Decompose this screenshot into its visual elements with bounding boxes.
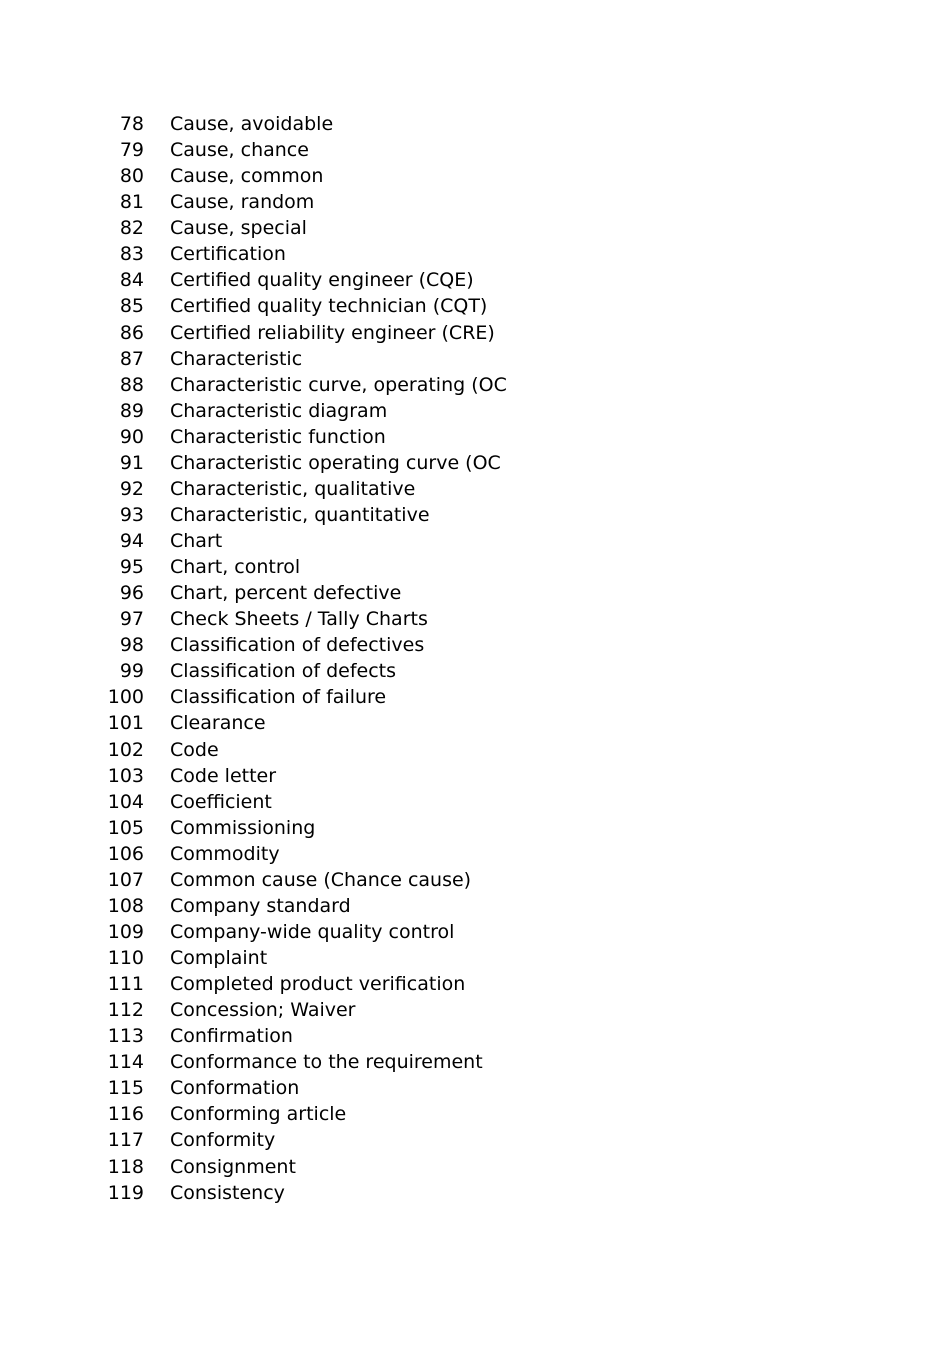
term-text: Commodity — [170, 842, 280, 865]
term-number: 112 — [107, 999, 144, 1022]
term-number: 80 — [119, 165, 144, 188]
term-number: 117 — [107, 1129, 144, 1152]
term-text: Chart — [170, 530, 223, 552]
list-item — [0, 789, 950, 815]
term-text: Classification of defectives — [170, 634, 425, 657]
term-text: Characteristic, qualitative — [170, 477, 416, 500]
term-number: 108 — [107, 894, 144, 917]
list-item — [0, 372, 950, 398]
term-number: 100 — [107, 686, 144, 709]
list-item — [0, 241, 950, 267]
term-text: Cause, special — [170, 217, 307, 240]
term-number: 82 — [119, 217, 144, 240]
term-number: 116 — [107, 1103, 144, 1126]
term-number: 118 — [107, 1155, 144, 1178]
term-text: Coefficient — [170, 790, 272, 813]
term-number: 98 — [119, 634, 144, 657]
list-item — [0, 554, 950, 580]
term-number: 109 — [107, 920, 144, 943]
list-item — [0, 528, 950, 554]
term-number: 115 — [107, 1077, 144, 1100]
term-text: Concession; Waiver — [170, 999, 356, 1022]
term-number: 111 — [107, 973, 144, 996]
term-number: 84 — [119, 269, 144, 292]
term-number: 114 — [107, 1051, 144, 1074]
term-number: 94 — [119, 530, 144, 552]
list-item — [0, 137, 950, 163]
term-text: Certified quality technician (CQT) — [170, 295, 488, 318]
term-text: Characteristic function — [170, 425, 386, 448]
term-text: Cause, common — [170, 165, 324, 188]
list-item — [0, 346, 950, 372]
term-number: 99 — [119, 660, 144, 683]
list-item — [0, 476, 950, 502]
term-text: Commissioning — [170, 816, 316, 839]
term-number: 96 — [119, 582, 144, 605]
term-text: Characteristic — [170, 347, 303, 370]
list-item — [0, 580, 950, 606]
term-number: 95 — [119, 556, 144, 579]
term-text: Chart, percent defective — [170, 582, 402, 605]
list-item — [0, 684, 950, 710]
list-item — [0, 763, 950, 789]
list-item — [0, 893, 950, 919]
term-text: Characteristic diagram — [170, 399, 388, 422]
term-number: 90 — [119, 425, 144, 448]
term-text: Conforming article — [170, 1103, 347, 1126]
term-number: 101 — [107, 712, 144, 735]
term-number: 113 — [107, 1025, 144, 1048]
term-text: Common cause (Chance cause) — [170, 868, 472, 891]
term-text: Confirmation — [170, 1025, 293, 1048]
term-text: Certification — [170, 243, 286, 266]
list-item — [0, 215, 950, 241]
term-number: 107 — [107, 868, 144, 891]
term-text: Clearance — [170, 712, 266, 735]
list-item — [0, 424, 950, 450]
list-item — [0, 867, 950, 893]
list-item — [0, 502, 950, 528]
list-item — [0, 606, 950, 632]
term-text: Classification of failure — [170, 686, 387, 709]
term-number: 103 — [107, 764, 144, 787]
term-number: 106 — [107, 842, 144, 865]
list-item — [0, 1154, 950, 1180]
list-item — [0, 398, 950, 424]
term-list — [0, 111, 950, 1206]
term-text: Complaint — [170, 947, 268, 969]
term-text: Conformity — [170, 1129, 276, 1152]
term-text: Completed product verification — [170, 973, 466, 996]
list-item — [0, 997, 950, 1023]
term-number: 81 — [119, 191, 144, 214]
list-item — [0, 1101, 950, 1127]
term-number: 110 — [107, 947, 144, 969]
list-item — [0, 111, 950, 137]
term-number: 78 — [119, 113, 144, 135]
list-item — [0, 710, 950, 736]
term-text: Conformance to the requirement — [170, 1051, 483, 1074]
term-number: 88 — [119, 373, 144, 396]
term-text: Consistency — [170, 1181, 285, 1204]
term-text: Characteristic operating curve (OC — [170, 451, 501, 474]
term-number: 92 — [119, 477, 144, 500]
list-item — [0, 658, 950, 684]
term-text: Company-wide quality control — [170, 920, 455, 943]
list-item — [0, 945, 950, 971]
term-text: Characteristic, quantitative — [170, 503, 430, 526]
term-text: Characteristic curve, operating (OC — [170, 373, 507, 396]
term-number: 86 — [119, 321, 144, 344]
term-text: Check Sheets / Tally Charts — [170, 608, 428, 631]
term-text: Cause, avoidable — [170, 113, 334, 135]
term-number: 89 — [119, 399, 144, 422]
term-text: Conformation — [170, 1077, 300, 1100]
term-text: Code — [170, 738, 219, 761]
term-number: 93 — [119, 503, 144, 526]
term-number: 85 — [119, 295, 144, 318]
term-text: Cause, chance — [170, 139, 309, 162]
term-number: 102 — [107, 738, 144, 761]
term-text: Code letter — [170, 764, 277, 787]
list-item — [0, 450, 950, 476]
list-item — [0, 320, 950, 346]
list-item — [0, 1023, 950, 1049]
term-number: 83 — [119, 243, 144, 266]
term-text: Company standard — [170, 894, 351, 917]
list-item — [0, 919, 950, 945]
list-item — [0, 841, 950, 867]
term-number: 119 — [107, 1181, 144, 1204]
list-item — [0, 293, 950, 319]
list-item — [0, 189, 950, 215]
term-number: 91 — [119, 451, 144, 474]
list-item — [0, 971, 950, 997]
term-text: Certified reliability engineer (CRE) — [170, 321, 495, 344]
list-item — [0, 1127, 950, 1153]
list-item — [0, 632, 950, 658]
term-number: 97 — [119, 608, 144, 631]
term-number: 79 — [119, 139, 144, 162]
term-text: Certified quality engineer (CQE) — [170, 269, 474, 292]
term-number: 87 — [119, 347, 144, 370]
term-number: 104 — [107, 790, 144, 813]
list-item — [0, 815, 950, 841]
list-item — [0, 1049, 950, 1075]
list-item — [0, 163, 950, 189]
term-text: Classification of defects — [170, 660, 397, 683]
term-number: 105 — [107, 816, 144, 839]
list-item — [0, 267, 950, 293]
term-text: Cause, random — [170, 191, 315, 214]
list-item — [0, 1075, 950, 1101]
list-item — [0, 737, 950, 763]
list-item — [0, 1180, 950, 1206]
term-text: Consignment — [170, 1155, 296, 1178]
term-text: Chart, control — [170, 556, 301, 579]
